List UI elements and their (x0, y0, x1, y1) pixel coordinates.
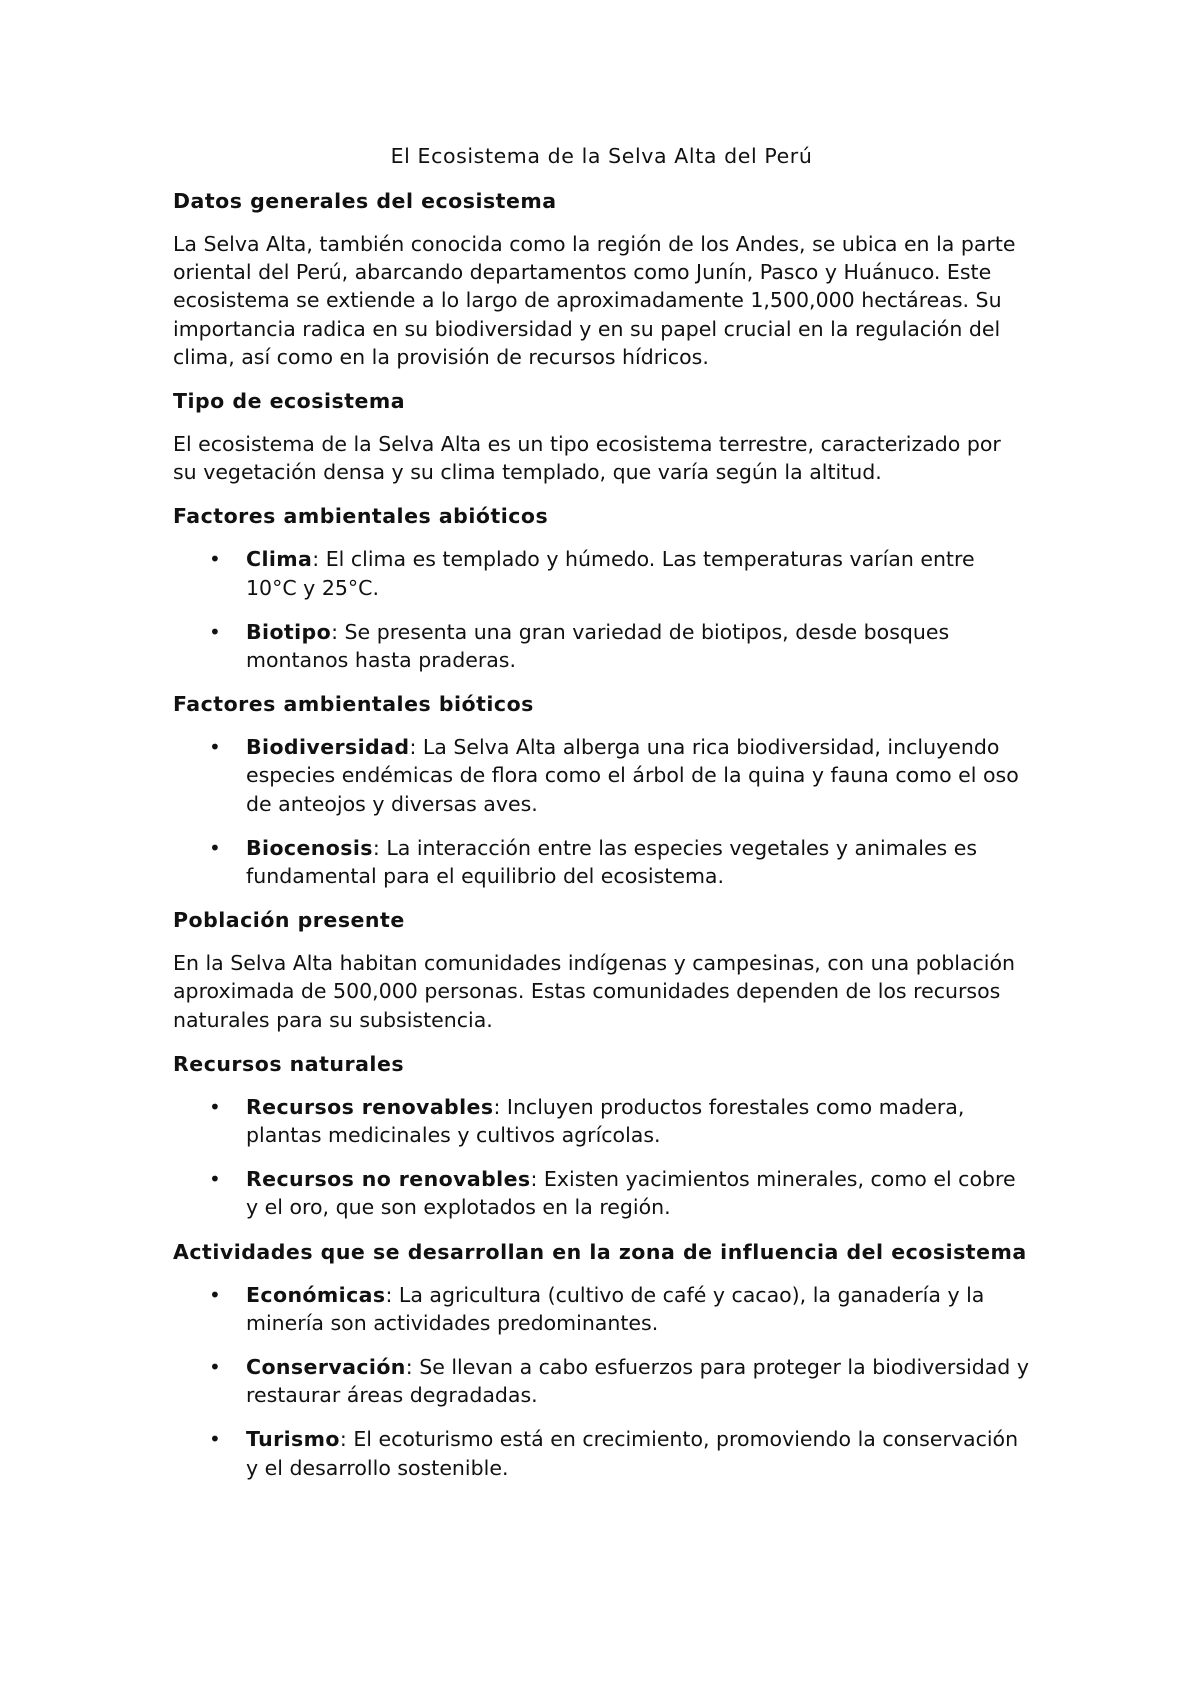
list-item-text: : Se presenta una gran variedad de biotipos, desde bosques montanos hasta praderas. (246, 619, 950, 673)
bullet-icon: • (209, 835, 221, 860)
section-heading: Factores ambientales bióticos (173, 692, 534, 717)
section-paragraph: En la Selva Alta habitan comunidades indígenas y campesinas, con una población aproximada de 500,000 personas. Estas comunidades dependen de los recursos naturales para su subsistencia. (173, 951, 1016, 1032)
section-datos-generales (173, 187, 1030, 371)
list-item-term: Biocenosis (246, 835, 373, 860)
bullet-icon: • (209, 1355, 221, 1380)
section-paragraph: La Selva Alta, también conocida como la región de los Andes, se ubica en la parte oriental del Perú, abarcando departamentos como Junín, Pasco y Huánuco. Este ecosistema se extiende a lo largo de aproximadamente 1,500,000 hectáreas. Su importancia radica en su biodiversidad y en su papel crucial en la regulación del clima, así como en la provisión de recursos hídricos. (173, 232, 1016, 369)
section-paragraph: El ecosistema de la Selva Alta es un tipo ecosistema terrestre, caracterizado por su vegetación densa y su clima templado, que varía según la altitud. (173, 432, 1001, 485)
bullet-list (173, 1093, 1030, 1222)
list-item-text: : Se llevan a cabo esfuerzos para proteger la biodiversidad y restaurar áreas degradadas. (246, 1355, 1029, 1408)
list-item-term: Turismo (246, 1427, 340, 1452)
bullet-icon: • (209, 619, 221, 644)
section-heading: Actividades que se desarrollan en la zona de influencia del ecosistema (173, 1239, 1027, 1264)
list-item-text: : Existen yacimientos minerales, como el cobre y el oro, que son explotados en la región. (246, 1167, 1016, 1220)
list-item-term: Biodiversidad (246, 735, 410, 760)
list-item (173, 1353, 1030, 1409)
list-item-term: Biotipo (246, 619, 332, 644)
section-actividades (173, 1238, 1030, 1482)
section-factores-bioticos (173, 690, 1030, 890)
bullet-icon: • (209, 1167, 221, 1192)
list-item-term: Económicas (246, 1282, 386, 1307)
list-item (173, 733, 1030, 818)
section-tipo-ecosistema (173, 387, 1030, 486)
list-item-term: Recursos no renovables (246, 1167, 531, 1192)
section-heading: Datos generales del ecosistema (173, 189, 557, 213)
section-factores-abioticos (173, 502, 1030, 674)
section-heading: Recursos naturales (173, 1051, 405, 1076)
list-item (173, 1281, 1030, 1337)
list-item-text: : Incluyen productos forestales como madera, plantas medicinales y cultivos agrícolas. (246, 1094, 965, 1148)
bullet-list (173, 733, 1030, 890)
document-title: El Ecosistema de la Selva Alta del Perú (390, 144, 813, 168)
list-item (173, 545, 1030, 601)
bullet-icon: • (209, 1427, 221, 1452)
list-item-term: Recursos renovables (246, 1094, 494, 1119)
list-item (173, 1093, 1030, 1149)
list-item (173, 1425, 1030, 1481)
list-item (173, 834, 1030, 890)
bullet-icon: • (209, 1094, 221, 1119)
list-item-text: : El clima es templado y húmedo. Las temperaturas varían entre 10°C y 25°C. (246, 547, 975, 600)
list-item (173, 618, 1030, 674)
bullet-list (173, 1281, 1030, 1482)
list-item-text: : La interacción entre las especies vegetales y animales es fundamental para el equilibrio del ecosistema. (246, 835, 978, 889)
bullet-icon: • (209, 1282, 221, 1307)
list-item-text: : La Selva Alta alberga una rica biodiversidad, incluyendo especies endémicas de flora como el árbol de la quina y fauna como el oso de anteojos y diversas aves. (246, 735, 1019, 816)
section-heading: Tipo de ecosistema (173, 389, 406, 414)
list-item (173, 1165, 1030, 1221)
bullet-icon: • (209, 735, 221, 760)
list-item-text: : La agricultura (cultivo de café y cacao), la ganadería y la minería son actividades predominantes. (246, 1282, 985, 1335)
bullet-icon: • (209, 547, 221, 572)
section-heading: Población presente (173, 908, 405, 933)
section-recursos-naturales (173, 1050, 1030, 1222)
bullet-list (173, 545, 1030, 674)
list-item-term: Clima (246, 547, 313, 572)
list-item-term: Conservación (246, 1355, 406, 1380)
section-heading: Factores ambientales abióticos (173, 504, 549, 529)
list-item-text: : El ecoturismo está en crecimiento, promoviendo la conservación y el desarrollo sostenible. (246, 1427, 1019, 1480)
section-poblacion (173, 906, 1030, 1034)
